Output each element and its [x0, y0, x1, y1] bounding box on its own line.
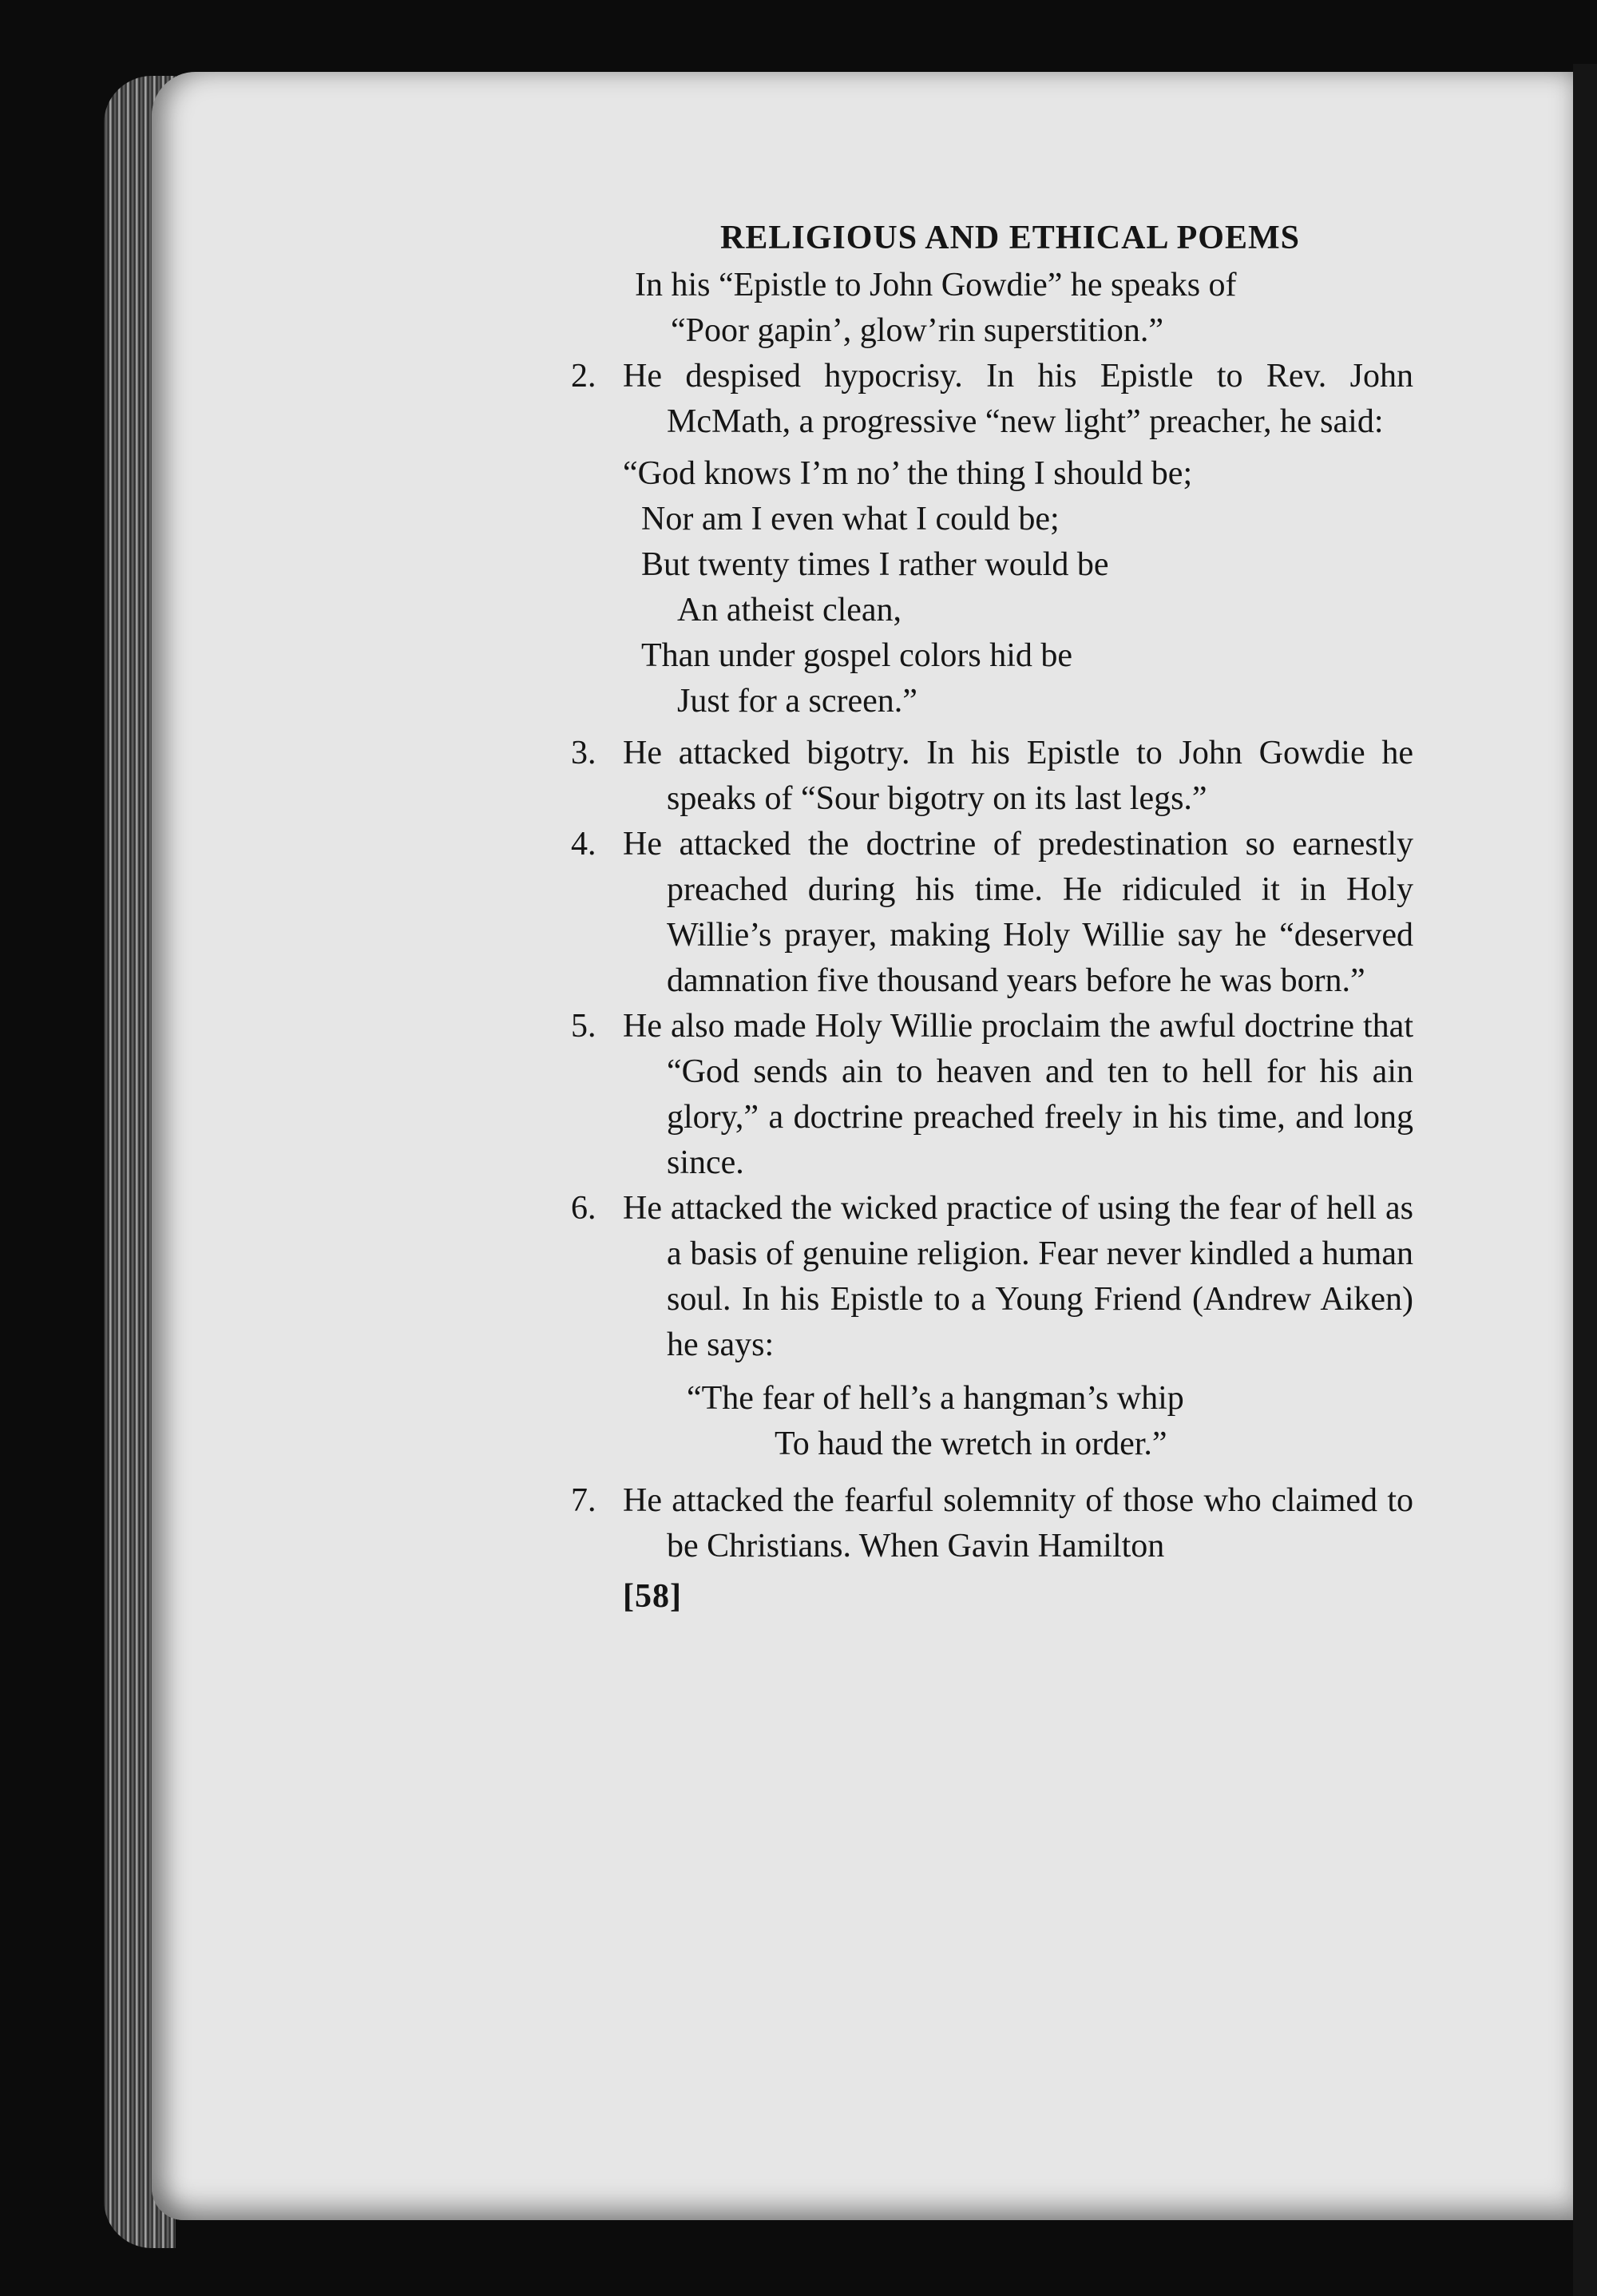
item-number: 3. [571, 735, 596, 771]
item-text: He also made Holy Willie proclaim the awful doctrine that “God sends ain to heaven and ten to hell for his ain glory,” a doctrine preached freely in his time, and long since. [623, 1008, 1413, 1181]
item-text: He attacked the wicked practice of using the fear of hell as a basis of genuine religion. Fear never kindled a human soul. In his Epistle to a Young Friend (Andrew Aiken) he says: [623, 1190, 1413, 1363]
intro-paragraph [559, 263, 1413, 354]
verse-line: Than under gospel colors hid be [641, 637, 1073, 674]
list-item-7 [559, 1478, 1413, 1569]
list-item-2 [559, 354, 1413, 445]
verse-line: Just for a screen.” [677, 683, 917, 720]
verse-aiken [559, 1376, 1413, 1467]
item-text: He attacked bigotry. In his Epistle to John Gowdie he speaks of “Sour bigotry on its last legs.” [623, 735, 1413, 817]
item-number: 7. [571, 1482, 596, 1519]
item-number: 6. [571, 1190, 596, 1227]
verse-line: An atheist clean, [677, 592, 902, 629]
item-number: 4. [571, 826, 596, 862]
list-item-3 [559, 731, 1413, 822]
list-item-6 [559, 1186, 1413, 1368]
item-number: 2. [571, 358, 596, 395]
verse-line: “God knows I’m no’ the thing I should be; [623, 455, 1193, 492]
item-text: He despised hypocrisy. In his Epistle to Rev. John McMath, a progressive “new light” preacher, he said: [623, 358, 1413, 440]
right-gutter [1573, 64, 1597, 2296]
intro-line-1: In his “Epistle to John Gowdie” he speaks of [635, 267, 1237, 303]
running-head: RELIGIOUS AND ETHICAL POEMS [720, 220, 1300, 256]
page-number: [58] [623, 1578, 682, 1615]
item-text: He attacked the fearful solemnity of those who claimed to be Christians. When Gavin Hamilton [623, 1482, 1413, 1564]
verse-line: To haud the wretch in order.” [775, 1426, 1167, 1462]
verse-mcmath [559, 451, 1413, 724]
list-item-4 [559, 822, 1413, 1004]
intro-line-2: “Poor gapin’, glow’rin superstition.” [671, 312, 1164, 349]
item-text: He attacked the doctrine of predestination so earnestly preached during his time. He ridiculed it in Holy Willie’s prayer, making Holy Willie say he “deserved damnation five thousand years before he was born.” [623, 826, 1413, 999]
page-text [559, 216, 1413, 1620]
verse-line: “The fear of hell’s a hangman’s whip [687, 1380, 1184, 1417]
item-number: 5. [571, 1008, 596, 1045]
verse-line: But twenty times I rather would be [641, 546, 1109, 583]
list-item-5 [559, 1004, 1413, 1186]
verse-line: Nor am I even what I could be; [641, 501, 1060, 537]
